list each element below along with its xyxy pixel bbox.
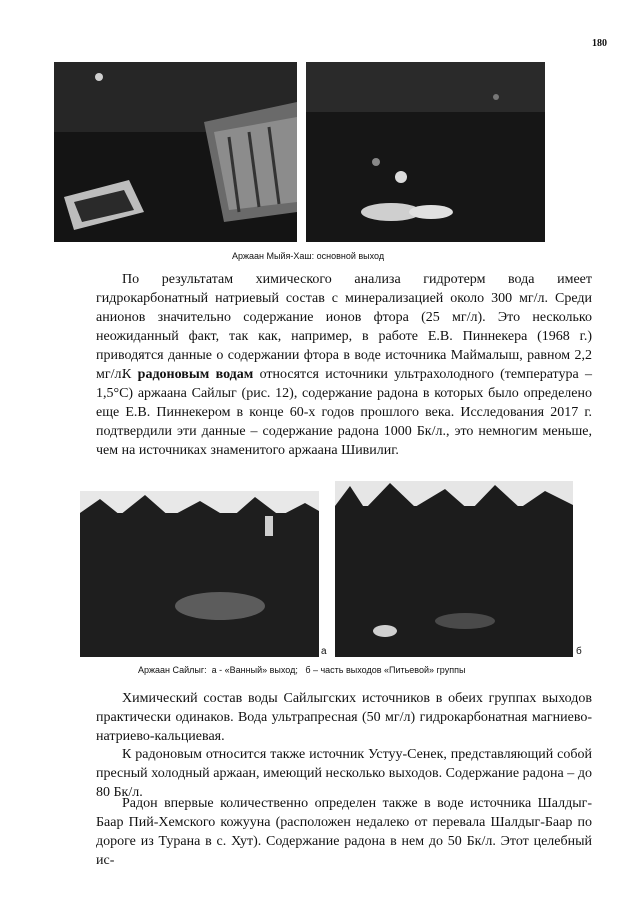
figure2-label-b: б (576, 646, 582, 657)
paragraph-2-lead: К (122, 367, 138, 382)
photo-hot-spring-wooden-bath (54, 62, 297, 242)
paragraph-5-text: Радон впервые количественно определен также в воде источника Шалдыг-Баар Пий-Хемского кожууна (расположен недалеко от перевала Шалдыг-Баар по дороге из Турана в с. Хут). Содержание радона в нем до 50 Бк/л. Этот целебный ис- (96, 796, 592, 868)
paragraph-2 (96, 365, 592, 460)
photo-spring-outlet-stones (306, 62, 545, 242)
paragraph-4-text: К радоновым относится также источник Устуу-Сенек, представляющий собой пресный холодный аржаан, имеющий несколько выходов. Содержание радона – до 80 Бк/л. (96, 747, 592, 800)
paragraph-3 (96, 689, 592, 746)
photo-sailyg-drinking-group (335, 481, 573, 657)
figure1-caption: Аржаан Мыйя-Хаш: основной выход (232, 251, 385, 261)
photo-sailyg-bath-outlet (80, 491, 319, 657)
term-radon-waters: радоновым водам (137, 367, 254, 382)
figure2-caption: Аржаан Сайлыг: а - «Ванный» выход; б – часть выходов «Питьевой» группы (138, 665, 466, 675)
paragraph-3-text: Химический состав воды Сайлыгских источников в обеих группах выходов практически одинаков. Вода ультрапресная (50 мг/л) гидрокарбонатная магниево-натриево-кальциевая. (96, 691, 592, 744)
paragraph-5 (96, 794, 592, 870)
paragraph-1-text: По результатам химического анализа гидротерм вода имеет гидрокарбонатный натриевый состав с минерализацией около 300 мг/л. Среди анионов значительно содержание ионов фтора (25 мг/л). Это несколько неожиданный факт, так как, например, в работе Е.В. Пиннекера (1968 г.) приводятся данные о содержании фтора в воде источника Маймалыш, равном 2,2 мг/л. (96, 272, 592, 382)
figure2-label-a: а (321, 646, 327, 657)
paragraph-2-text: относятся источники ультрахолодного (температура – 1,5°С) аржаана Сайлыг (рис. 12), содержание радона в которых было определено еще Е.В. Пиннекером в конце 60-х годов прошлого века. Исследования 2017 г. подтвердили эти данные – содержание радона 1000 Бк/л., это немногим меньше, чем на источниках знаменитого аржаана Шивилиг. (96, 367, 593, 458)
page-number: 180 (592, 38, 607, 49)
